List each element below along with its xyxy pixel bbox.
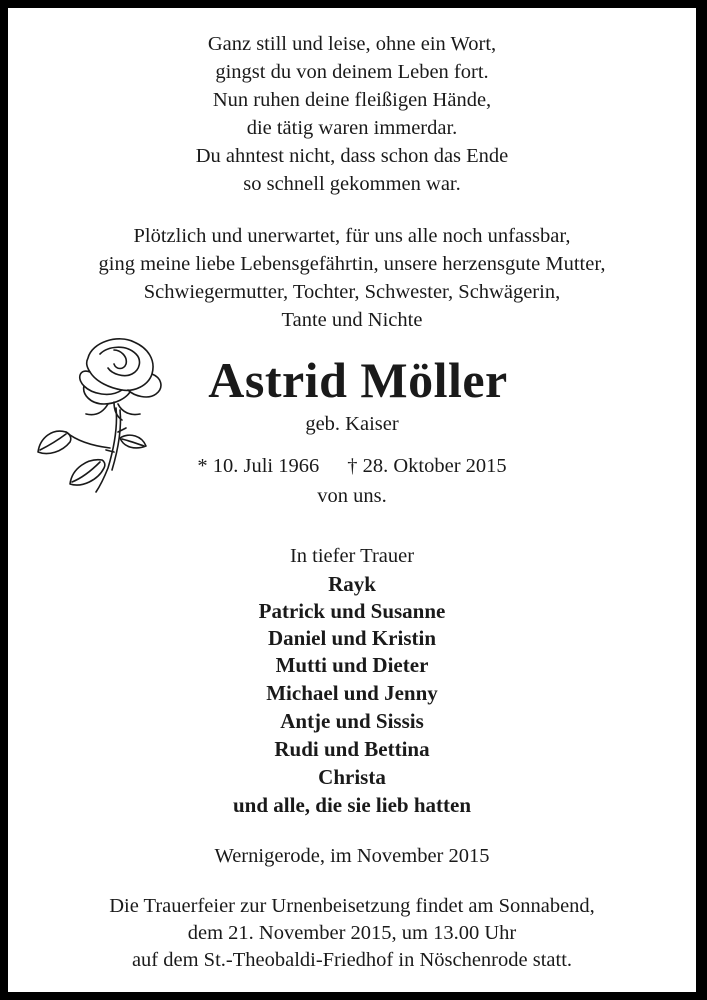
intro-line: Plötzlich und unerwartet, für uns alle noch unfassbar,: [133, 225, 571, 247]
ceremony-line: auf dem St.-Theobaldi-Friedhof in Nöschenrode statt.: [131, 949, 573, 971]
ceremony-line: Die Trauerfeier zur Urnenbeisetzung findet am Sonnabend,: [109, 895, 595, 917]
mourner-name: Patrick und Susanne: [258, 599, 446, 623]
obituary-notice: [8, 8, 696, 992]
poem-line: die tätig waren immerdar.: [246, 117, 458, 139]
mourner-name: Michael und Jenny: [266, 681, 438, 705]
mourner-name: Daniel und Kristin: [267, 626, 437, 650]
birth-date: * 10. Juli 1966: [197, 455, 320, 477]
poem-line: Du ahntest nicht, dass schon das Ende: [195, 145, 509, 167]
ceremony-line: dem 21. November 2015, um 13.00 Uhr: [187, 922, 517, 944]
intro-line: Schwiegermutter, Tochter, Schwester, Schwägerin,: [143, 281, 561, 303]
intro-line: ging meine liebe Lebensgefährtin, unsere herzensgute Mutter,: [98, 253, 606, 275]
place-date: Wernigerode, im November 2015: [214, 845, 490, 867]
intro-line: Tante und Nichte: [281, 309, 423, 331]
maiden-name: geb. Kaiser: [305, 413, 399, 435]
deceased-name: Astrid Möller: [208, 352, 508, 408]
life-dates: [8, 454, 696, 478]
poem-line: Ganz still und leise, ohne ein Wort,: [207, 33, 497, 55]
from-us-text: von uns.: [317, 485, 387, 507]
mourner-name: Mutti und Dieter: [275, 653, 429, 677]
mourner-name: und alle, die sie lieb hatten: [232, 793, 472, 817]
death-date: † 28. Oktober 2015: [347, 455, 507, 477]
poem-line: Nun ruhen deine fleißigen Hände,: [212, 89, 492, 111]
mourner-name: Antje und Sissis: [280, 709, 424, 733]
mourning-heading: In tiefer Trauer: [289, 545, 415, 567]
mourner-name: Christa: [318, 765, 386, 789]
mourner-name: Rayk: [328, 572, 376, 596]
mourner-name: Rudi und Bettina: [274, 737, 430, 761]
poem-line: gingst du von deinem Leben fort.: [215, 61, 489, 83]
poem-line: so schnell gekommen war.: [243, 173, 461, 195]
